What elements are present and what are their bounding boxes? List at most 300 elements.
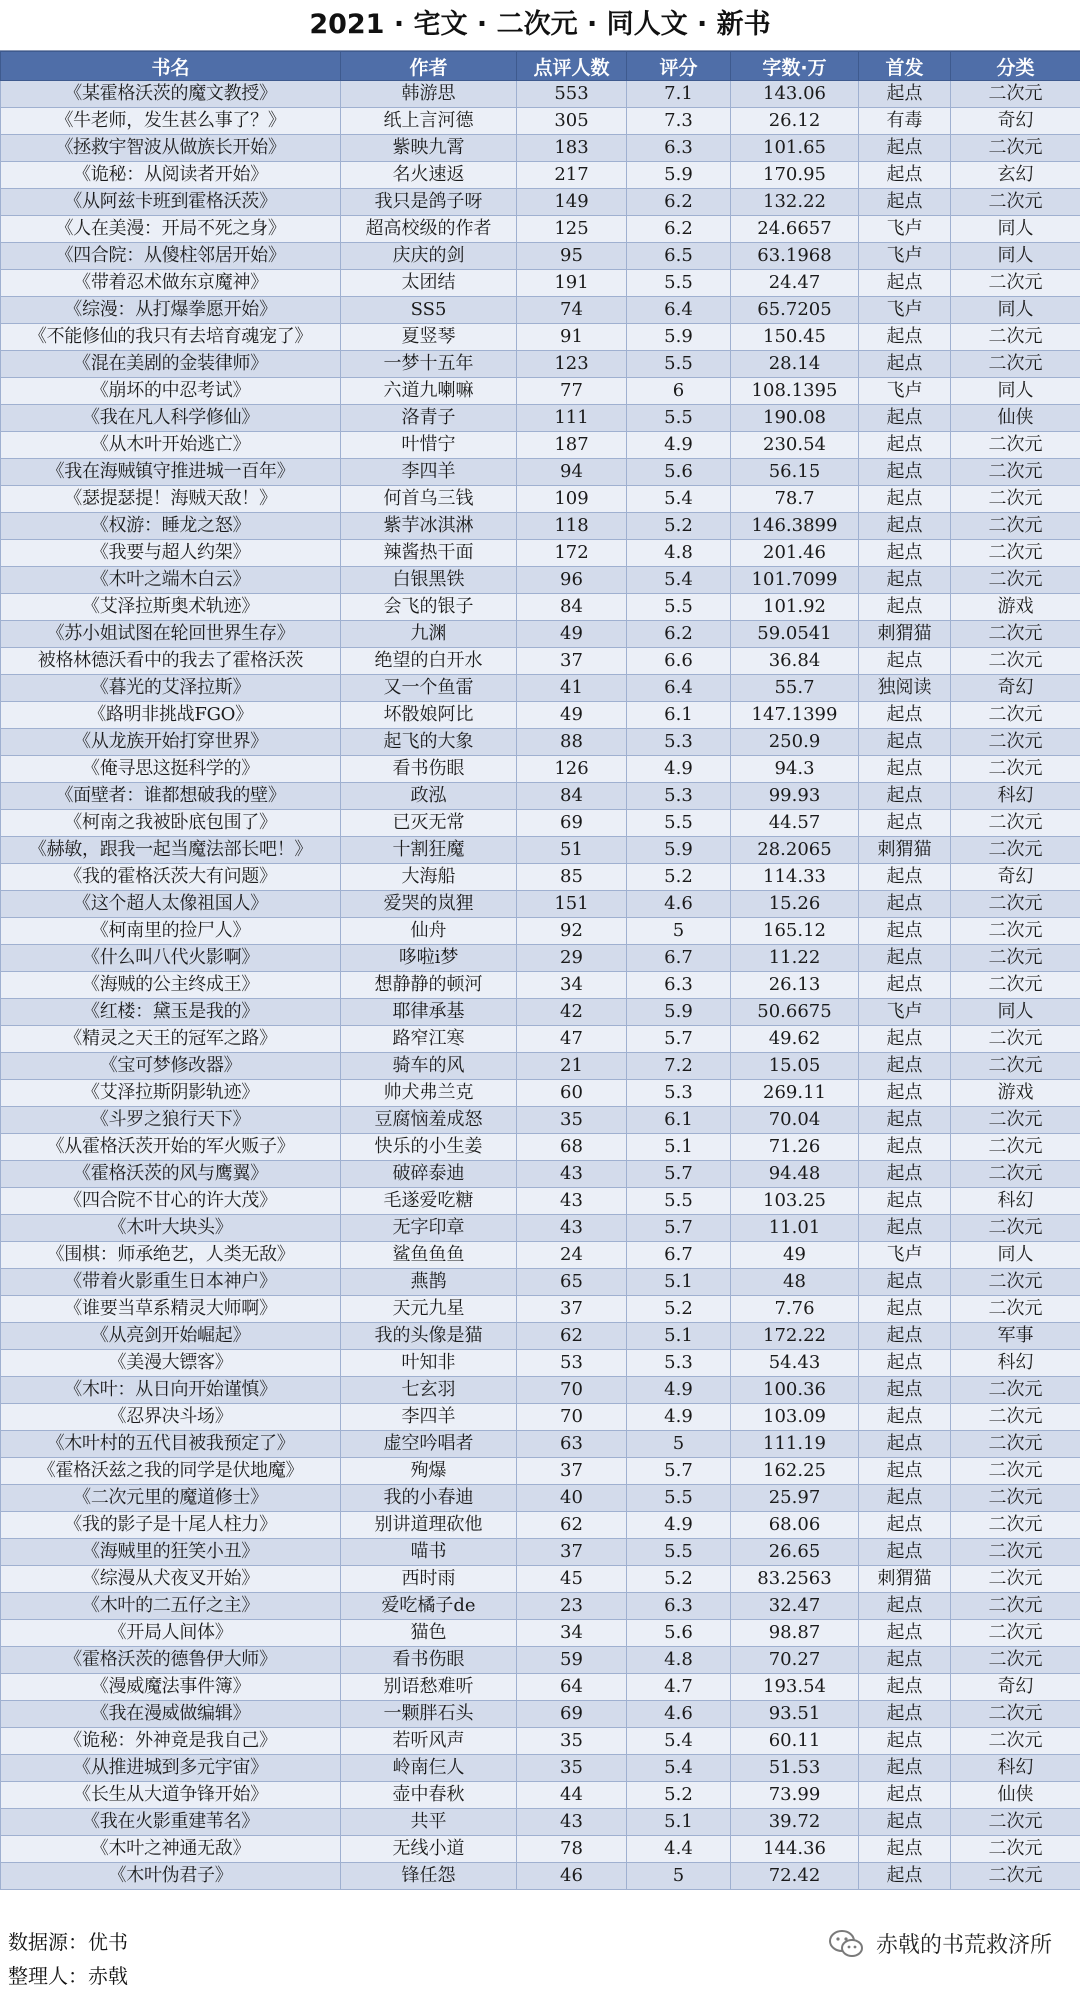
reviews-cell: 23 [517, 1593, 627, 1620]
reviews-cell: 46 [517, 1863, 627, 1890]
platform-cell: 飞卢 [859, 243, 951, 270]
table-row[interactable] [1, 1323, 1080, 1350]
score-cell: 5.9 [627, 324, 731, 351]
book-title-cell: 《权游：睡龙之怒》 [1, 513, 341, 540]
reviews-cell: 44 [517, 1782, 627, 1809]
score-cell: 4.6 [627, 1701, 731, 1728]
table-row[interactable] [1, 1728, 1080, 1755]
book-title-cell: 《混在美剧的金装律师》 [1, 351, 341, 378]
score-cell: 6.3 [627, 1593, 731, 1620]
table-row[interactable] [1, 135, 1080, 162]
platform-cell: 起点 [859, 1539, 951, 1566]
table-row[interactable] [1, 999, 1080, 1026]
table-row[interactable] [1, 513, 1080, 540]
category-cell: 二次元 [951, 1728, 1080, 1755]
category-cell: 二次元 [951, 351, 1080, 378]
book-title-cell: 《美漫大镖客》 [1, 1350, 341, 1377]
table-row[interactable] [1, 1539, 1080, 1566]
score-cell: 6.1 [627, 1107, 731, 1134]
table-row[interactable] [1, 1188, 1080, 1215]
table-row[interactable] [1, 81, 1080, 108]
wordcount-cell: 172.22 [731, 1323, 859, 1350]
score-cell: 6.2 [627, 621, 731, 648]
table-row[interactable] [1, 1242, 1080, 1269]
category-cell: 二次元 [951, 648, 1080, 675]
reviews-cell: 35 [517, 1755, 627, 1782]
category-cell: 二次元 [951, 486, 1080, 513]
table-row[interactable] [1, 162, 1080, 189]
platform-cell: 起点 [859, 1593, 951, 1620]
platform-cell: 起点 [859, 891, 951, 918]
table-row[interactable] [1, 1593, 1080, 1620]
reviews-cell: 96 [517, 567, 627, 594]
header-platform[interactable]: 首发 [859, 52, 951, 81]
author-cell: 一颗胖石头 [341, 1701, 517, 1728]
table-row[interactable] [1, 837, 1080, 864]
platform-cell: 飞卢 [859, 216, 951, 243]
wordcount-cell: 11.22 [731, 945, 859, 972]
reviews-cell: 45 [517, 1566, 627, 1593]
platform-cell: 起点 [859, 1161, 951, 1188]
wordcount-cell: 72.42 [731, 1863, 859, 1890]
reviews-cell: 305 [517, 108, 627, 135]
author-cell: 锋任怨 [341, 1863, 517, 1890]
score-cell: 4.9 [627, 756, 731, 783]
table-row[interactable] [1, 324, 1080, 351]
wordcount-cell: 230.54 [731, 432, 859, 459]
book-title-cell: 《综漫：从打爆拳愿开始》 [1, 297, 341, 324]
table-row[interactable] [1, 1809, 1080, 1836]
table-row[interactable] [1, 918, 1080, 945]
reviews-cell: 43 [517, 1809, 627, 1836]
book-title-cell: 《木叶之端木白云》 [1, 567, 341, 594]
reviews-cell: 65 [517, 1269, 627, 1296]
score-cell: 4.9 [627, 1404, 731, 1431]
score-cell: 5.5 [627, 405, 731, 432]
wordcount-cell: 78.7 [731, 486, 859, 513]
platform-cell: 起点 [859, 864, 951, 891]
author-cell: 共平 [341, 1809, 517, 1836]
platform-cell: 起点 [859, 405, 951, 432]
table-row[interactable] [1, 1620, 1080, 1647]
table-row[interactable] [1, 1080, 1080, 1107]
table-row[interactable] [1, 1836, 1080, 1863]
table-row[interactable] [1, 216, 1080, 243]
table-row[interactable] [1, 405, 1080, 432]
reviews-cell: 183 [517, 135, 627, 162]
book-title-cell: 《海贼里的狂笑小丑》 [1, 1539, 341, 1566]
reviews-cell: 84 [517, 594, 627, 621]
score-cell: 6.5 [627, 243, 731, 270]
category-cell: 玄幻 [951, 162, 1080, 189]
category-cell: 科幻 [951, 1188, 1080, 1215]
reviews-cell: 84 [517, 783, 627, 810]
table-row[interactable] [1, 945, 1080, 972]
table-row[interactable] [1, 729, 1080, 756]
book-title-cell: 《从阿兹卡班到霍格沃茨》 [1, 189, 341, 216]
score-cell: 5.2 [627, 513, 731, 540]
platform-cell: 刺猬猫 [859, 1566, 951, 1593]
book-title-cell: 《诡秘：外神竟是我自己》 [1, 1728, 341, 1755]
reviews-cell: 29 [517, 945, 627, 972]
table-row[interactable] [1, 864, 1080, 891]
wordcount-cell: 24.6657 [731, 216, 859, 243]
category-cell: 二次元 [951, 1836, 1080, 1863]
wordcount-cell: 54.43 [731, 1350, 859, 1377]
category-cell: 二次元 [951, 1107, 1080, 1134]
category-cell: 奇幻 [951, 1674, 1080, 1701]
platform-cell: 起点 [859, 459, 951, 486]
category-cell: 奇幻 [951, 864, 1080, 891]
platform-cell: 飞卢 [859, 297, 951, 324]
table-row[interactable] [1, 1485, 1080, 1512]
category-cell: 科幻 [951, 1755, 1080, 1782]
category-cell: 二次元 [951, 324, 1080, 351]
table-row[interactable] [1, 756, 1080, 783]
wordcount-cell: 26.65 [731, 1539, 859, 1566]
table-row[interactable] [1, 594, 1080, 621]
table-row[interactable] [1, 1782, 1080, 1809]
table-row[interactable] [1, 1350, 1080, 1377]
table-row[interactable] [1, 1134, 1080, 1161]
platform-cell: 起点 [859, 1107, 951, 1134]
author-cell: 骑车的风 [341, 1053, 517, 1080]
table-row[interactable] [1, 378, 1080, 405]
header-score[interactable]: 评分 [627, 52, 731, 81]
table-row[interactable] [1, 1458, 1080, 1485]
platform-cell: 起点 [859, 1134, 951, 1161]
table-row[interactable] [1, 1512, 1080, 1539]
category-cell: 二次元 [951, 1377, 1080, 1404]
platform-cell: 起点 [859, 351, 951, 378]
table-row[interactable] [1, 459, 1080, 486]
reviews-cell: 43 [517, 1215, 627, 1242]
reviews-cell: 59 [517, 1647, 627, 1674]
table-row[interactable] [1, 1107, 1080, 1134]
table-row[interactable] [1, 108, 1080, 135]
book-title-cell: 《精灵之天王的冠军之路》 [1, 1026, 341, 1053]
platform-cell: 起点 [859, 1863, 951, 1890]
author-cell: SS5 [341, 297, 517, 324]
book-title-cell: 《木叶：从日向开始谨慎》 [1, 1377, 341, 1404]
platform-cell: 起点 [859, 1350, 951, 1377]
table-row[interactable] [1, 648, 1080, 675]
header-reviews[interactable]: 点评人数 [517, 52, 627, 81]
category-cell: 二次元 [951, 189, 1080, 216]
table-row[interactable] [1, 189, 1080, 216]
platform-cell: 起点 [859, 513, 951, 540]
score-cell: 5.2 [627, 1296, 731, 1323]
author-cell: 庆庆的剑 [341, 243, 517, 270]
wordcount-cell: 25.97 [731, 1485, 859, 1512]
score-cell: 5.7 [627, 1215, 731, 1242]
reviews-cell: 49 [517, 621, 627, 648]
book-title-cell: 《柯南之我被卧底包围了》 [1, 810, 341, 837]
table-row[interactable] [1, 486, 1080, 513]
table-row[interactable] [1, 1215, 1080, 1242]
reviews-cell: 125 [517, 216, 627, 243]
platform-cell: 起点 [859, 1404, 951, 1431]
table-row[interactable] [1, 270, 1080, 297]
category-cell: 仙侠 [951, 405, 1080, 432]
reviews-cell: 92 [517, 918, 627, 945]
reviews-cell: 126 [517, 756, 627, 783]
header-category[interactable]: 分类 [951, 52, 1080, 81]
book-title-cell: 《霍格沃兹之我的同学是伏地魔》 [1, 1458, 341, 1485]
book-title-cell: 《牛老师，发生甚么事了？》 [1, 108, 341, 135]
book-title-cell: 《从木叶开始逃亡》 [1, 432, 341, 459]
score-cell: 5.9 [627, 162, 731, 189]
platform-cell: 起点 [859, 1377, 951, 1404]
table-row[interactable] [1, 1863, 1080, 1890]
author-cell: 大海船 [341, 864, 517, 891]
category-cell: 二次元 [951, 432, 1080, 459]
wordcount-cell: 132.22 [731, 189, 859, 216]
book-title-cell: 《木叶之神通无敌》 [1, 1836, 341, 1863]
reviews-cell: 24 [517, 1242, 627, 1269]
category-cell: 二次元 [951, 918, 1080, 945]
table-row[interactable] [1, 540, 1080, 567]
book-title-cell: 《不能修仙的我只有去培育魂宠了》 [1, 324, 341, 351]
author-cell: 壶中春秋 [341, 1782, 517, 1809]
score-cell: 5.4 [627, 486, 731, 513]
reviews-cell: 109 [517, 486, 627, 513]
table-row[interactable] [1, 1026, 1080, 1053]
table-row[interactable] [1, 621, 1080, 648]
reviews-cell: 191 [517, 270, 627, 297]
platform-cell: 起点 [859, 945, 951, 972]
reviews-cell: 187 [517, 432, 627, 459]
reviews-cell: 37 [517, 1539, 627, 1566]
header-author[interactable]: 作者 [341, 52, 517, 81]
wordcount-cell: 103.25 [731, 1188, 859, 1215]
score-cell: 5.5 [627, 351, 731, 378]
score-cell: 5.1 [627, 1323, 731, 1350]
author-cell: 西时雨 [341, 1566, 517, 1593]
reviews-cell: 37 [517, 1296, 627, 1323]
table-row[interactable] [1, 972, 1080, 999]
score-cell: 4.7 [627, 1674, 731, 1701]
book-title-cell: 《什么叫八代火影啊》 [1, 945, 341, 972]
author-cell: 看书伤眼 [341, 1647, 517, 1674]
author-cell: 我只是鸽子呀 [341, 189, 517, 216]
table-row[interactable] [1, 1296, 1080, 1323]
reviews-cell: 47 [517, 1026, 627, 1053]
header-wordcount[interactable]: 字数·万 [731, 52, 859, 81]
book-title-cell: 《某霍格沃茨的魔文教授》 [1, 81, 341, 108]
table-row[interactable] [1, 297, 1080, 324]
category-cell: 二次元 [951, 729, 1080, 756]
table-row[interactable] [1, 1161, 1080, 1188]
table-row[interactable] [1, 1269, 1080, 1296]
table-row[interactable] [1, 1566, 1080, 1593]
author-cell: 九渊 [341, 621, 517, 648]
wordcount-cell: 146.3899 [731, 513, 859, 540]
table-row[interactable] [1, 1674, 1080, 1701]
book-title-cell: 《苏小姐试图在轮回世界生存》 [1, 621, 341, 648]
table-row[interactable] [1, 1647, 1080, 1674]
category-cell: 二次元 [951, 1539, 1080, 1566]
wordcount-cell: 56.15 [731, 459, 859, 486]
reviews-cell: 37 [517, 648, 627, 675]
wordcount-cell: 70.27 [731, 1647, 859, 1674]
category-cell: 二次元 [951, 540, 1080, 567]
category-cell: 二次元 [951, 1404, 1080, 1431]
platform-cell: 刺猬猫 [859, 837, 951, 864]
platform-cell: 起点 [859, 1674, 951, 1701]
author-cell: 叶知非 [341, 1350, 517, 1377]
score-cell: 6.4 [627, 297, 731, 324]
book-title-cell: 《围棋：师承绝艺，人类无敌》 [1, 1242, 341, 1269]
book-title-cell: 《木叶的二五仔之主》 [1, 1593, 341, 1620]
reviews-cell: 123 [517, 351, 627, 378]
wordcount-cell: 11.01 [731, 1215, 859, 1242]
header-title[interactable]: 书名 [1, 52, 341, 81]
author-cell: 仙舟 [341, 918, 517, 945]
platform-cell: 起点 [859, 81, 951, 108]
table-row[interactable] [1, 1701, 1080, 1728]
book-title-cell: 《木叶村的五代目被我预定了》 [1, 1431, 341, 1458]
platform-cell: 起点 [859, 135, 951, 162]
category-cell: 二次元 [951, 1161, 1080, 1188]
category-cell: 科幻 [951, 783, 1080, 810]
data-source-label: 数据源：优书 [8, 1930, 128, 1954]
score-cell: 5.4 [627, 567, 731, 594]
platform-cell: 起点 [859, 648, 951, 675]
table-row[interactable] [1, 351, 1080, 378]
wordcount-cell: 150.45 [731, 324, 859, 351]
book-title-cell: 《从霍格沃茨开始的军火贩子》 [1, 1134, 341, 1161]
wordcount-cell: 24.47 [731, 270, 859, 297]
wordcount-cell: 26.12 [731, 108, 859, 135]
wordcount-cell: 60.11 [731, 1728, 859, 1755]
platform-cell: 起点 [859, 1620, 951, 1647]
author-cell: 虚空吟唱者 [341, 1431, 517, 1458]
table-row[interactable] [1, 891, 1080, 918]
reviews-cell: 53 [517, 1350, 627, 1377]
table-row[interactable] [1, 702, 1080, 729]
platform-cell: 起点 [859, 729, 951, 756]
category-cell: 二次元 [951, 945, 1080, 972]
author-cell: 别讲道理砍他 [341, 1512, 517, 1539]
compiler-label: 整理人：赤戟 [8, 1964, 128, 1988]
brand-watermark [828, 1928, 1052, 1959]
book-title-cell: 《人在美漫：开局不死之身》 [1, 216, 341, 243]
author-cell: 纸上言河德 [341, 108, 517, 135]
score-cell: 5.7 [627, 1161, 731, 1188]
platform-cell: 起点 [859, 1647, 951, 1674]
author-cell: 韩游思 [341, 81, 517, 108]
wordcount-cell: 111.19 [731, 1431, 859, 1458]
wordcount-cell: 32.47 [731, 1593, 859, 1620]
table-row[interactable] [1, 1755, 1080, 1782]
category-cell: 二次元 [951, 1863, 1080, 1890]
reviews-cell: 70 [517, 1404, 627, 1431]
platform-cell: 起点 [859, 270, 951, 297]
table-row[interactable] [1, 1431, 1080, 1458]
table-row[interactable] [1, 1404, 1080, 1431]
wordcount-cell: 190.08 [731, 405, 859, 432]
category-cell: 二次元 [951, 1431, 1080, 1458]
wordcount-cell: 99.93 [731, 783, 859, 810]
author-cell: 叶惜宁 [341, 432, 517, 459]
platform-cell: 起点 [859, 324, 951, 351]
wordcount-cell: 68.06 [731, 1512, 859, 1539]
reviews-cell: 70 [517, 1377, 627, 1404]
book-title-cell: 《崩坏的中忍考试》 [1, 378, 341, 405]
category-cell: 奇幻 [951, 675, 1080, 702]
author-cell: 我的头像是猫 [341, 1323, 517, 1350]
score-cell: 4.6 [627, 891, 731, 918]
author-cell: 超高校级的作者 [341, 216, 517, 243]
platform-cell: 起点 [859, 1296, 951, 1323]
book-title-cell: 《从亮剑开始崛起》 [1, 1323, 341, 1350]
author-cell: 又一个鱼雷 [341, 675, 517, 702]
platform-cell: 刺猬猫 [859, 621, 951, 648]
platform-cell: 起点 [859, 1836, 951, 1863]
author-cell: 会飞的银子 [341, 594, 517, 621]
platform-cell: 飞卢 [859, 999, 951, 1026]
platform-cell: 起点 [859, 1701, 951, 1728]
table-row[interactable] [1, 567, 1080, 594]
table-row[interactable] [1, 783, 1080, 810]
platform-cell: 起点 [859, 162, 951, 189]
score-cell: 7.3 [627, 108, 731, 135]
book-title-cell: 《我在火影重建苇名》 [1, 1809, 341, 1836]
platform-cell: 起点 [859, 810, 951, 837]
platform-cell: 起点 [859, 1809, 951, 1836]
table-row[interactable] [1, 243, 1080, 270]
table-row[interactable] [1, 432, 1080, 459]
table-row[interactable] [1, 1053, 1080, 1080]
wordcount-cell: 49 [731, 1242, 859, 1269]
book-title-cell: 《长生从大道争锋开始》 [1, 1782, 341, 1809]
author-cell: 洛青子 [341, 405, 517, 432]
score-cell: 5 [627, 1863, 731, 1890]
score-cell: 7.2 [627, 1053, 731, 1080]
reviews-cell: 77 [517, 378, 627, 405]
wordcount-cell: 73.99 [731, 1782, 859, 1809]
platform-cell: 起点 [859, 1512, 951, 1539]
wordcount-cell: 101.65 [731, 135, 859, 162]
author-cell: 若听风声 [341, 1728, 517, 1755]
author-cell: 猫色 [341, 1620, 517, 1647]
author-cell: 爱吃橘子de [341, 1593, 517, 1620]
wordcount-cell: 15.05 [731, 1053, 859, 1080]
table-row[interactable] [1, 1377, 1080, 1404]
book-title-cell: 《面壁者：谁都想破我的壁》 [1, 783, 341, 810]
wordcount-cell: 49.62 [731, 1026, 859, 1053]
score-cell: 4.9 [627, 432, 731, 459]
wordcount-cell: 144.36 [731, 1836, 859, 1863]
book-title-cell: 《红楼：黛玉是我的》 [1, 999, 341, 1026]
score-cell: 6.6 [627, 648, 731, 675]
score-cell: 6.2 [627, 189, 731, 216]
table-header-row [1, 52, 1080, 81]
category-cell: 二次元 [951, 1701, 1080, 1728]
table-row[interactable] [1, 675, 1080, 702]
table-row[interactable] [1, 810, 1080, 837]
wordcount-cell: 7.76 [731, 1296, 859, 1323]
author-cell: 紫映九霄 [341, 135, 517, 162]
category-cell: 二次元 [951, 81, 1080, 108]
score-cell: 5.6 [627, 459, 731, 486]
author-cell: 路窄江寒 [341, 1026, 517, 1053]
book-title-cell: 《开局人间体》 [1, 1620, 341, 1647]
wordcount-cell: 55.7 [731, 675, 859, 702]
wordcount-cell: 147.1399 [731, 702, 859, 729]
score-cell: 5.5 [627, 810, 731, 837]
